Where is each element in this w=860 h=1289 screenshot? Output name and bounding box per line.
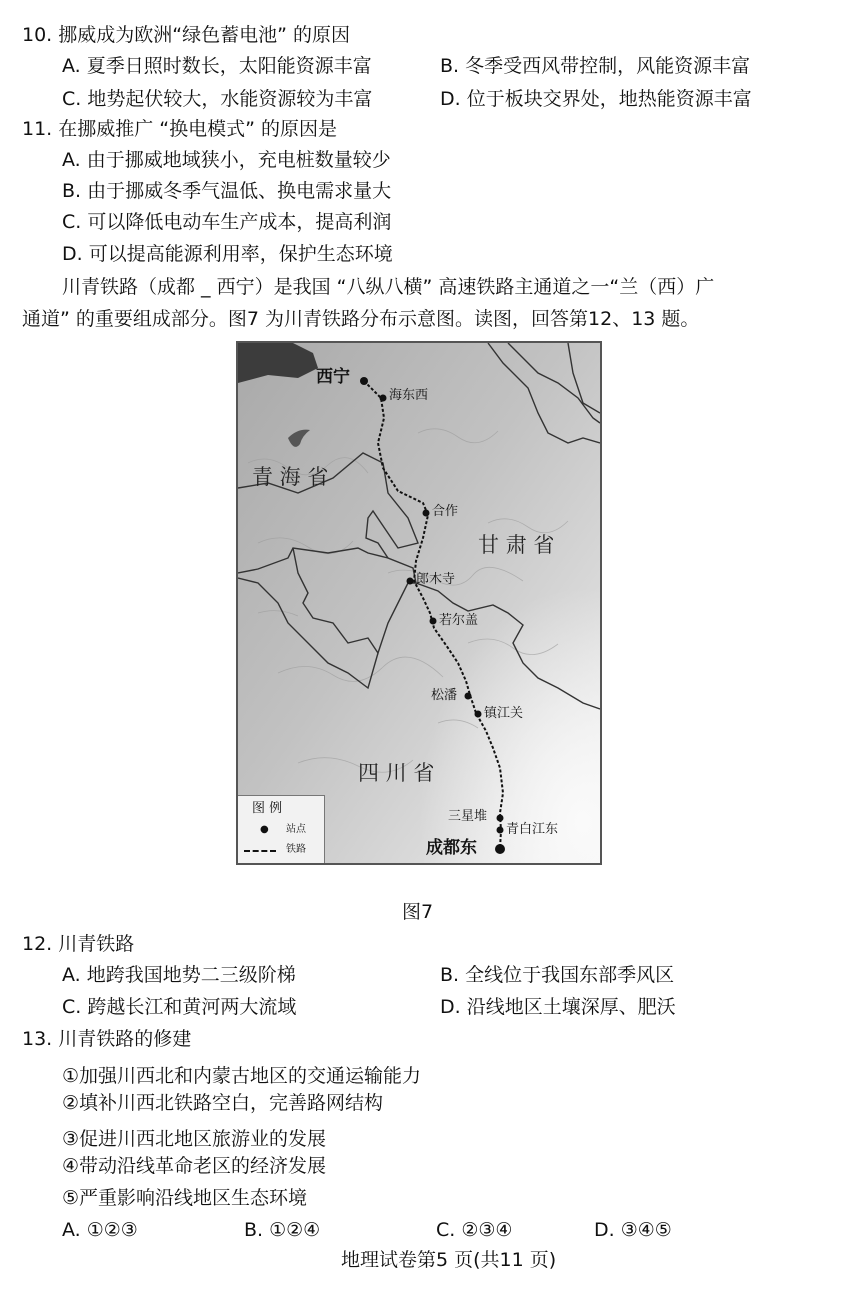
intro-line-1: 川青铁路（成都 _ 西宁）是我国 “八纵八横” 高速铁路主通道之一“兰（西）广 bbox=[62, 276, 715, 298]
station-dot-hezuo bbox=[423, 510, 430, 517]
station-dot-chengdudong bbox=[495, 844, 505, 854]
legend-railway-line-icon bbox=[244, 850, 276, 852]
station-label-qingbaijiangdong: 青白江东 bbox=[506, 822, 559, 837]
q10-option-c: C. 地势起伏较大，水能资源较为丰富 bbox=[62, 88, 373, 110]
q10-stem: 10. 挪威成为欧洲“绿色蓄电池” 的原因 bbox=[22, 24, 350, 46]
q13-item-4: ④带动沿线革命老区的经济发展 bbox=[62, 1155, 327, 1177]
q13-option-a: A. ①②③ bbox=[62, 1219, 138, 1241]
map-graphic bbox=[238, 343, 600, 863]
figure-caption: 图7 bbox=[402, 901, 434, 923]
station-label-langmusi: 郎木寺 bbox=[416, 572, 456, 587]
station-label-chengdudong: 成都东 bbox=[426, 838, 477, 858]
station-label-ruoergai: 若尔盖 bbox=[439, 613, 479, 628]
page-footer: 地理试卷第5 页(共11 页) bbox=[341, 1249, 557, 1271]
intro-line-2: 通道” 的重要组成部分。图7 为川青铁路分布示意图。读图，回答第12、13 题。 bbox=[22, 308, 700, 330]
province-label-sichuan: 四 川 省 bbox=[358, 761, 435, 785]
q13-option-b: B. ①②④ bbox=[244, 1219, 321, 1241]
q13-item-2: ②填补川西北铁路空白，完善路网结构 bbox=[62, 1092, 384, 1114]
station-dot-langmusi bbox=[407, 578, 414, 585]
q12-stem: 12. 川青铁路 bbox=[22, 933, 135, 955]
station-label-zhenjiangguan: 镇江关 bbox=[484, 706, 524, 721]
q10-option-b: B. 冬季受西风带控制，风能资源丰富 bbox=[440, 55, 751, 77]
q11-option-a: A. 由于挪威地域狭小，充电桩数量较少 bbox=[62, 149, 391, 171]
station-dot-songpan bbox=[465, 693, 472, 700]
q11-stem: 11. 在挪威推广 “换电模式” 的原因是 bbox=[22, 118, 338, 140]
map-legend bbox=[238, 795, 325, 865]
q12-option-d: D. 沿线地区土壤深厚、肥沃 bbox=[440, 996, 676, 1018]
q13-option-c: C. ②③④ bbox=[436, 1219, 513, 1241]
legend-title: 图 例 bbox=[252, 801, 283, 816]
q12-option-c: C. 跨越长江和黄河两大流域 bbox=[62, 996, 297, 1018]
q13-option-d: D. ③④⑤ bbox=[594, 1219, 672, 1241]
station-dot-xining bbox=[360, 377, 368, 385]
q13-stem: 13. 川青铁路的修建 bbox=[22, 1028, 192, 1050]
q10-option-d: D. 位于板块交界处，地热能资源丰富 bbox=[440, 88, 752, 110]
q11-option-c: C. 可以降低电动车生产成本，提高利润 bbox=[62, 211, 392, 233]
q13-item-3: ③促进川西北地区旅游业的发展 bbox=[62, 1128, 327, 1150]
station-dot-ruoergai bbox=[430, 618, 437, 625]
q10-option-a: A. 夏季日照时数长，太阳能资源丰富 bbox=[62, 55, 372, 77]
province-label-gansu: 甘 肃 省 bbox=[478, 533, 555, 557]
q11-option-b: B. 由于挪威冬季气温低、换电需求量大 bbox=[62, 180, 392, 202]
station-label-haidongxi: 海东西 bbox=[389, 388, 429, 403]
station-label-songpan: 松潘 bbox=[431, 688, 458, 703]
q11-option-d: D. 可以提高能源利用率，保护生态环境 bbox=[62, 243, 393, 265]
station-label-xining: 西宁 bbox=[316, 367, 350, 387]
station-label-hezuo: 合作 bbox=[432, 504, 459, 519]
station-dot-haidongxi bbox=[380, 395, 387, 402]
q13-item-5: ⑤严重影响沿线地区生态环境 bbox=[62, 1187, 308, 1209]
railway-map bbox=[236, 341, 602, 865]
station-dot-zhenjiangguan bbox=[475, 711, 482, 718]
legend-railway-label: 铁路 bbox=[286, 844, 306, 855]
province-label-qinghai: 青 海 省 bbox=[252, 465, 329, 489]
q12-option-a: A. 地跨我国地势二三级阶梯 bbox=[62, 964, 296, 986]
legend-station-dot-icon: ● bbox=[260, 824, 269, 835]
station-label-sanxingdui: 三星堆 bbox=[448, 809, 488, 824]
legend-station-label: 站点 bbox=[286, 824, 306, 835]
q13-item-1: ①加强川西北和内蒙古地区的交通运输能力 bbox=[62, 1065, 422, 1087]
q12-option-b: B. 全线位于我国东部季风区 bbox=[440, 964, 675, 986]
station-dot-sanxingdui bbox=[497, 815, 504, 822]
station-dot-qingbaijiangdong bbox=[497, 827, 504, 834]
